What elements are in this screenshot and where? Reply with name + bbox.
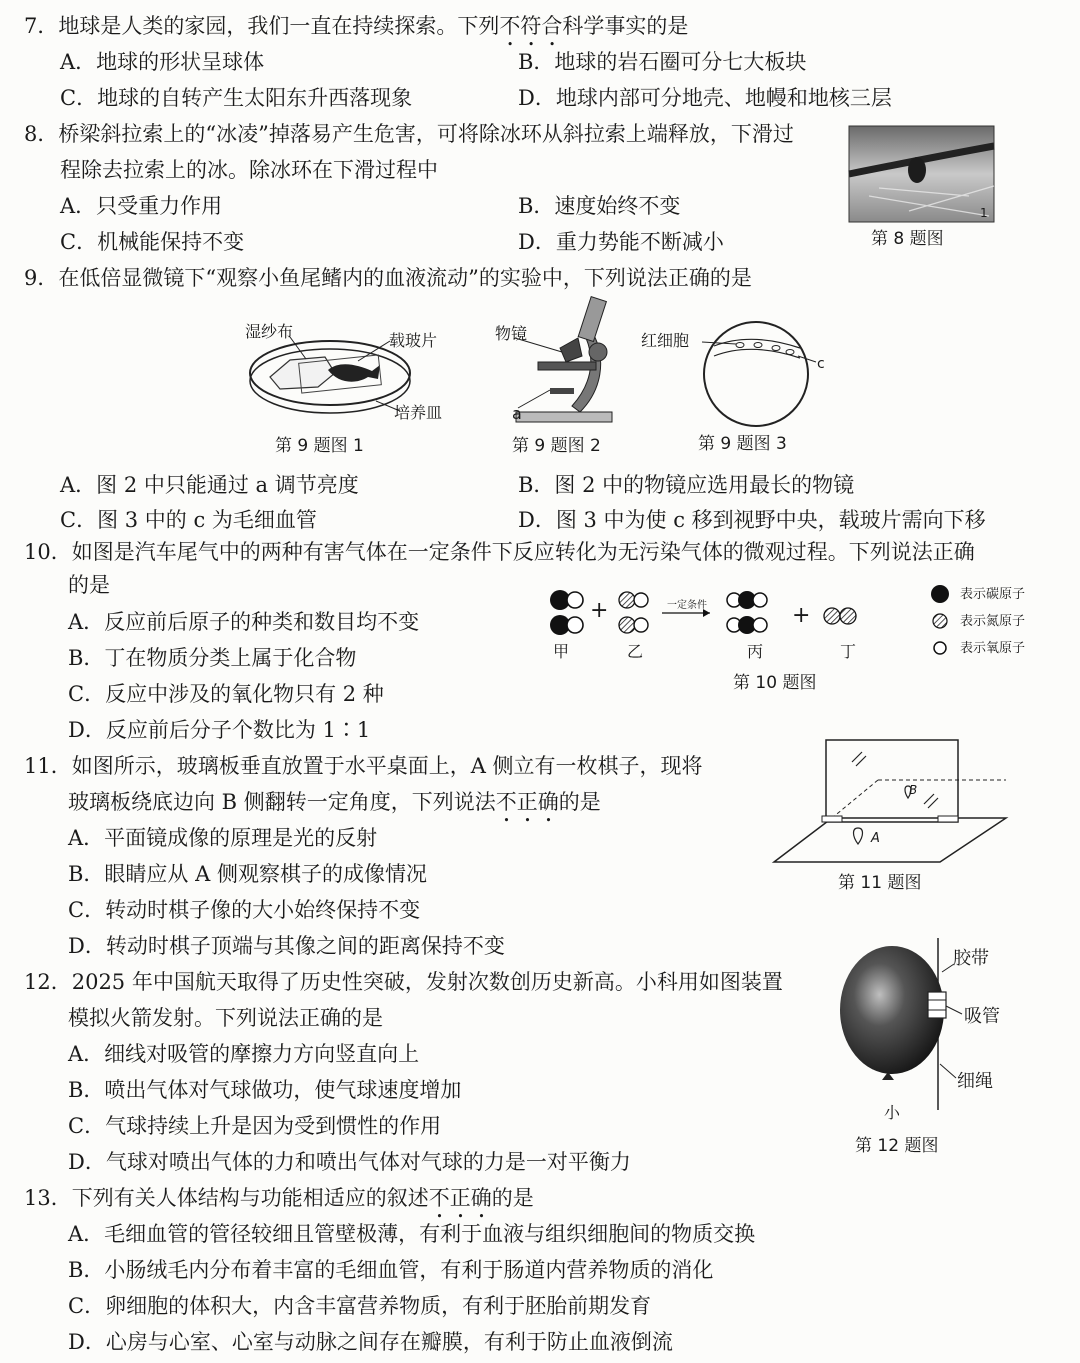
q8-option-b: B．速度始终不变: [518, 194, 681, 218]
q12-option-d: D．气球对喷出气体的力和喷出气体对气球的力是一对平衡力: [68, 1150, 631, 1174]
molecule-bing-1: [727, 591, 767, 609]
q12-stem-line2: 模拟火箭发射。下列说法正确的是: [68, 1006, 383, 1030]
q13-option-b: B．小肠绒毛内分布着丰富的毛细血管，有利于肠道内营养物质的消化: [68, 1258, 714, 1282]
q9-microscope-figure: [510, 290, 620, 430]
q9-option-c: C．图 3 中的 c 为毛细血管: [60, 508, 317, 532]
q10-plus-right: +: [792, 603, 811, 628]
q12-label-small: 小: [884, 1103, 901, 1122]
q12-option-b: B．喷出气体对气球做功，使气球速度增加: [68, 1078, 462, 1102]
q9-label-slide: 载玻片: [389, 331, 438, 350]
q9-label-wet-gauze: 湿纱布: [245, 322, 294, 341]
q8-stem-line1: 8．桥梁斜拉索上的“冰凌”掉落易产生危害，可将除冰环从斜拉索上端释放，下滑过: [24, 122, 794, 146]
q11-figure-caption: 第 11 题图: [838, 873, 922, 893]
q12-label-straw: 吸管: [964, 1006, 1000, 1027]
oxygen-atom-icon: [934, 642, 946, 654]
q12-label-tape: 胶带: [953, 948, 989, 969]
q13-stem: 13．下列有关人体结构与功能相适应的叙述不正确的是: [24, 1186, 534, 1210]
q13-option-d: D．心房与心室、心室与动脉之间存在瓣膜，有利于防止血液倒流: [68, 1330, 673, 1354]
q13-option-c: C．卵细胞的体积大，内含丰富营养物质，有利于胚胎前期发育: [68, 1294, 652, 1318]
q9-field-of-view-figure: [700, 318, 830, 430]
nitrogen-atom-icon: [933, 614, 947, 628]
q9-option-d: D．图 3 中为使 c 移到视野中央，载玻片需向下移: [518, 508, 986, 532]
q7-option-c: C．地球的自转产生太阳东升西落现象: [60, 86, 413, 110]
q8-option-d: D．重力势能不断减小: [518, 230, 724, 254]
q10-option-b: B．丁在物质分类上属于化合物: [68, 646, 357, 670]
q12-option-c: C．气球持续上升是因为受到惯性的作用: [68, 1114, 442, 1138]
q8-option-a: A．只受重力作用: [60, 194, 223, 218]
molecule-bing-2: [727, 616, 767, 634]
q11-stem-line2: 玻璃板绕底边向 B 侧翻转一定角度，下列说法不正确的是: [68, 790, 601, 814]
q7-option-b: B．地球的岩石圈可分七大板块: [518, 50, 807, 74]
q9-label-rbc: 红细胞: [641, 331, 690, 350]
chess-piece-icon: [854, 828, 863, 844]
q10-option-a: A．反应前后原子的种类和数目均不变: [68, 610, 420, 634]
molecule-yi-2: [619, 617, 648, 633]
q9-option-b: B．图 2 中的物镜应选用最长的物镜: [518, 473, 855, 497]
q10-figure-caption: 第 10 题图: [733, 673, 817, 693]
q10-stem-line2: 的是: [68, 573, 110, 597]
q11-label-a: A: [871, 831, 880, 846]
q9-label-objective: 物镜: [495, 324, 528, 343]
q9-label-a: a: [512, 404, 522, 423]
q10-stem-line1: 10．如图是汽车尾气中的两种有害气体在一定条件下反应转化为无污染气体的微观过程。下列说法正确: [24, 540, 975, 564]
q10-legend-nitrogen: 表示氮原子: [960, 614, 1026, 629]
q10-legend-carbon: 表示碳原子: [960, 587, 1026, 602]
q9-label-dish: 培养皿: [394, 403, 443, 422]
q11-option-d: D．转动时棋子顶端与其像之间的距离保持不变: [68, 934, 505, 958]
q11-label-b: B: [909, 783, 918, 797]
molecule-ding: [824, 608, 856, 624]
carbon-atom-icon: [931, 585, 949, 603]
q10-legend-icons: [928, 584, 952, 658]
q12-stem-line1: 12．2025 年中国航天取得了历史性突破，发射次数创历史新高。小科用如图装置: [24, 970, 783, 994]
q7-option-d: D．地球内部可分地壳、地幔和地核三层: [518, 86, 892, 110]
q10-label-jia: 甲: [553, 642, 570, 661]
q7-option-a: A．地球的形状呈球体: [60, 50, 265, 74]
q10-condition-label: 一定条件: [667, 600, 707, 611]
q9-label-c: c: [817, 356, 825, 372]
q10-plus-left: +: [590, 598, 609, 623]
q9-option-a: A．图 2 中只能通过 a 调节亮度: [60, 473, 359, 497]
q9-fig2-caption: 第 9 题图 2: [512, 436, 601, 456]
q9-fig1-caption: 第 9 题图 1: [275, 436, 364, 456]
q8-option-c: C．机械能保持不变: [60, 230, 245, 254]
q9-fig3-caption: 第 9 题图 3: [698, 434, 787, 454]
q10-option-c: C．反应中涉及的氧化物只有 2 种: [68, 682, 384, 706]
molecule-jia-1: [550, 590, 583, 610]
q10-label-ding: 丁: [840, 642, 857, 661]
molecule-jia-2: [550, 615, 583, 635]
q11-glass-plate-figure: [770, 736, 1010, 868]
q12-option-a: A．细线对吸管的摩擦力方向竖直向上: [68, 1042, 420, 1066]
q11-option-c: C．转动时棋子像的大小始终保持不变: [68, 898, 421, 922]
q8-photo-mark: 1: [980, 206, 988, 220]
q7-stem: 7．地球是人类的家园，我们一直在持续探索。下列不符合科学事实的是: [24, 14, 689, 38]
q12-figure-caption: 第 12 题图: [855, 1136, 939, 1156]
q10-label-bing: 丙: [747, 642, 764, 661]
q11-stem-line1: 11．如图所示，玻璃板垂直放置于水平桌面上，A 侧立有一枚棋子，现将: [24, 754, 703, 778]
q9-stem: 9．在低倍显微镜下“观察小鱼尾鳍内的血液流动”的实验中，下列说法正确的是: [24, 266, 752, 290]
q10-label-yi: 乙: [627, 642, 644, 661]
q12-label-string: 细绳: [957, 1071, 993, 1092]
q8-figure-caption: 第 8 题图: [871, 229, 944, 249]
q10-option-d: D．反应前后分子个数比为 1∶1: [68, 718, 371, 742]
q11-option-b: B．眼睛应从 A 侧观察棋子的成像情况: [68, 862, 427, 886]
q10-legend-oxygen: 表示氧原子: [960, 641, 1026, 656]
q13-option-a: A．毛细血管的管径较细且管壁极薄，有利于血液与组织细胞间的物质交换: [68, 1222, 756, 1246]
q11-option-a: A．平面镜成像的原理是光的反射: [68, 826, 378, 850]
q8-stem-line2: 程除去拉索上的冰。除冰环在下滑过程中: [60, 158, 438, 182]
q8-photo: [849, 126, 994, 222]
molecule-yi-1: [619, 592, 648, 608]
